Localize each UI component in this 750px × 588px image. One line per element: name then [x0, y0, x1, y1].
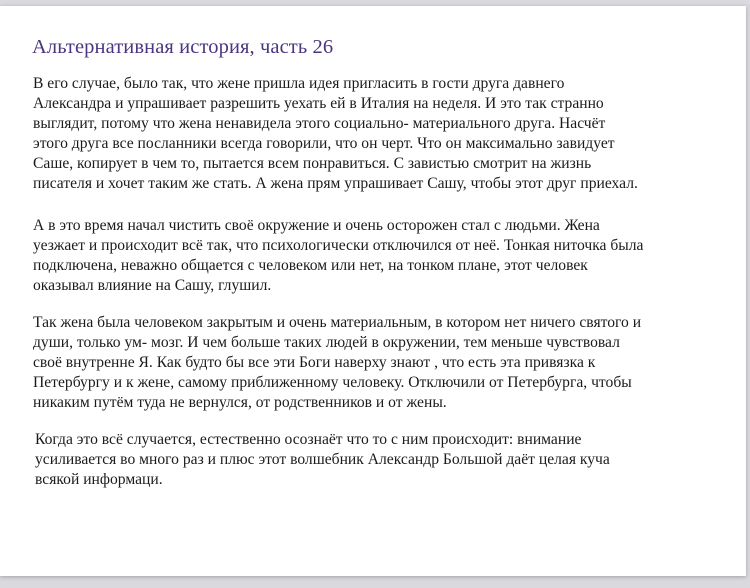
paragraph-2 — [33, 216, 723, 296]
paragraph-line: души, только ум- мозг. И чем больше таких людей в окружении, тем меньше чувствовал — [33, 334, 620, 351]
paragraph-line: Саше, копирует в чем то, пытается всем понравиться. С завистью смотрит на жизнь — [33, 155, 592, 172]
paragraph-line: В его случае, было так, что жене пришла идея пригласить в гости друга давнего — [33, 75, 565, 92]
document-page — [0, 6, 746, 576]
paragraph-line: Когда это всё случается, естественно осознаёт что то с ним происходит: внимание — [35, 431, 582, 448]
paragraph-line: выглядит, потому что жена ненавидела этого социально- материального друга. Насчёт — [33, 115, 606, 132]
paragraph-line: Так жена была человеком закрытым и очень материальным, в котором нет ничего святого и — [33, 314, 642, 331]
paragraph-line: А в это время начал чистить своё окружение и очень осторожен стал с людьми. Жена — [33, 217, 600, 234]
paragraph-line: писателя и хочет таким же стать. А жена прям упрашивает Сашу, чтобы этот друг приехал. — [33, 175, 638, 192]
paragraph-line: всякой информаци. — [35, 471, 163, 488]
paragraph-1 — [33, 74, 723, 194]
paragraph-3 — [33, 313, 723, 413]
paragraph-line: уезжает и происходит всё так, что психологически отключился от неё. Тонкая ниточка была — [33, 237, 644, 254]
paragraph-4 — [35, 430, 725, 490]
paragraph-line: оказывал влияние на Сашу, глушил. — [33, 277, 272, 294]
paragraph-line: своё внутренне Я. Как будто бы все эти Боги наверху знают , что есть эта привязка к — [33, 354, 596, 371]
paragraph-line: Петербургу и к жене, самому приближенному человеку. Отключили от Петербурга, чтобы — [33, 374, 632, 391]
paragraph-line: Александра и упрашивает разрешить уехать ей в Италия на неделя. И это так странно — [33, 95, 604, 112]
paragraph-line: никаким путём туда не вернулся, от родственников и от жены. — [33, 394, 447, 411]
document-title: Альтернативная история, часть 26 — [32, 36, 334, 58]
paragraph-line: усиливается во много раз и плюс этот волшебник Александр Большой даёт целая куча — [35, 451, 610, 468]
paragraph-line: этого друга все посланники всегда говорили, что он черт. Что он максимально завидует — [33, 135, 615, 152]
paragraph-line: подключена, неважно общается с человеком или нет, на тонком плане, этот человек — [33, 257, 588, 274]
